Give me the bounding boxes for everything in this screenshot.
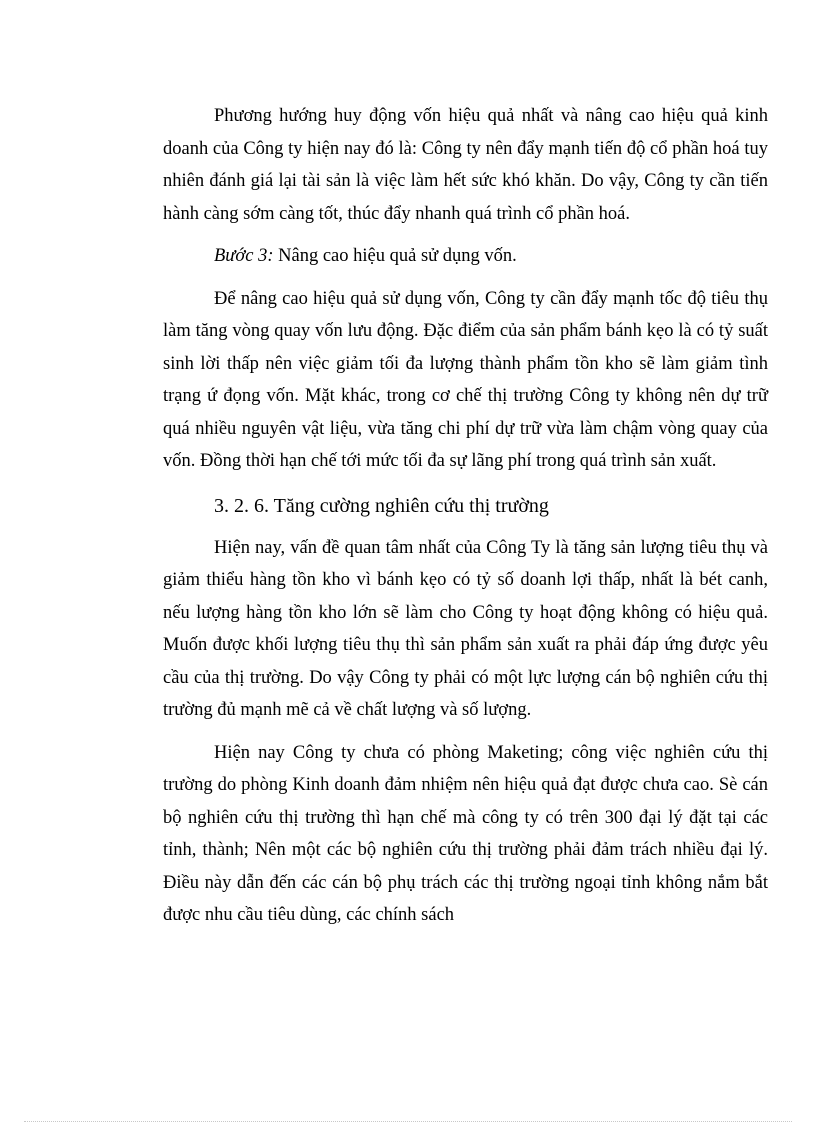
paragraph-market-research: Hiện nay, vấn đề quan tâm nhất của Công Ty là tăng sản lượng tiêu thụ và giảm thiểu hàng tồn kho vì bánh kẹo có tỷ số doanh lợi thấp, nhất là bét canh, nếu lượng hàng tồn kho lớn sẽ làm cho Công ty hoạt động không có hiệu quả. Muốn được khối lượng tiêu thụ thì sản phẩm sản xuất ra phải đáp ứng được yêu cầu của thị trường. Do vậy Công ty phải có một lực lượng cán bộ nghiên cứu thị trường đủ mạnh mẽ cả về chất lượng và số lượng.	[163, 537, 768, 720]
step-3-text: Nâng cao hiệu quả sử dụng vốn.	[273, 246, 517, 266]
paragraph-capital-mobilization: Phương hướng huy động vốn hiệu quả nhất và nâng cao hiệu quả kinh doanh của Công ty hiện nay đó là: Công ty nên đẩy mạnh tiến độ cổ phần hoá tuy nhiên đánh giá lại tài sản là việc làm hết sức khó khăn. Do vậy, Công ty cần tiến hành càng sớm càng tốt, thúc đẩy nhanh quá trình cổ phần hoá.	[163, 106, 768, 224]
section-heading: 3. 2. 6. Tăng cường nghiên cứu thị trường	[214, 494, 549, 517]
paragraph-marketing-department: Hiện nay Công ty chưa có phòng Maketing; công việc nghiên cứu thị trường do phòng Kinh doanh đảm nhiệm nên hiệu quả đạt được chưa cao. Sè cán bộ nghiên cứu thị trường thì hạn chế mà công ty có trên 300 đại lý đặt tại các tỉnh, thành; Nên một các bộ nghiên cứu thị trường phải đảm trách nhiều đại lý. Điều này dẫn đến các cán bộ phụ trách các thị trường ngoại tỉnh không nắm bắt được nhu cầu tiêu dùng, các chính sách	[163, 742, 768, 925]
paragraph-capital-efficiency: Để nâng cao hiệu quả sử dụng vốn, Công ty cần đẩy mạnh tốc độ tiêu thụ làm tăng vòng quay vốn lưu động. Đặc điểm của sản phẩm bánh kẹo là có tỷ suất sinh lời thấp nên việc giảm tối đa lượng thành phẩm tồn kho sẽ làm giảm tình trạng ứ đọng vốn. Mặt khác, trong cơ chế thị trường Công ty không nên dự trữ quá nhiều nguyên vật liệu, vừa tăng chi phí dự trữ vừa làm chậm vòng quay của vốn. Đồng thời hạn chế tới mức tối đa sự lãng phí trong quá trình sản xuất.	[163, 288, 768, 471]
step-3-line	[163, 240, 768, 273]
step-3-label: Bước 3:	[214, 246, 274, 266]
page-bottom-divider	[24, 1121, 792, 1122]
document-page	[163, 100, 768, 932]
